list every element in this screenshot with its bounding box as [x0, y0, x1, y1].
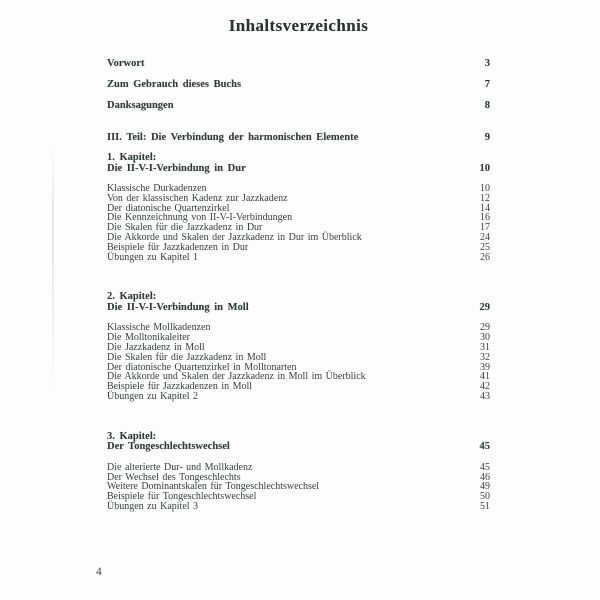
toc-entry-label: Vorwort	[107, 58, 145, 69]
toc-page-number: 10	[479, 162, 490, 174]
toc-page-number: 30	[480, 332, 490, 344]
toc-page-number: 25	[480, 241, 490, 253]
page-title: Inhaltsverzeichnis	[228, 16, 369, 35]
toc-page-number: 9	[484, 132, 490, 143]
toc-page-number: 3	[484, 58, 490, 69]
toc-page-number: 16	[480, 212, 490, 224]
toc-page-number: 24	[480, 231, 490, 243]
chapter-number: 2. Kapitel:	[107, 291, 157, 303]
toc-row	[107, 392, 490, 402]
toc-page-number: 43	[480, 390, 490, 402]
toc-entry-label: Klassische Mollkadenzen	[107, 322, 211, 334]
chapter-section	[107, 153, 490, 262]
toc-entry-label: Übungen zu Kapitel 3	[107, 500, 199, 512]
toc-entry-label: Beispiele für Tongeschlechtswechsel	[107, 491, 257, 503]
toc-page-number: 45	[479, 441, 490, 453]
toc-content	[107, 0, 490, 512]
toc-row	[107, 58, 490, 79]
chapter-items	[107, 463, 490, 512]
chapter-number: 3. Kapitel:	[107, 430, 157, 442]
toc-page-number: 29	[479, 301, 490, 313]
chapter-heading	[107, 432, 490, 453]
toc-entry-label: Danksagungen	[107, 100, 174, 111]
chapter-heading-lines	[107, 432, 230, 453]
chapter-items	[107, 184, 490, 262]
toc-page-number: 31	[480, 341, 490, 353]
chapter-title: Die II-V-I-Verbindung in Dur	[107, 162, 246, 174]
toc-part-row	[107, 132, 490, 146]
toc-entry-label: Der diatonische Quartenzirkel	[107, 202, 230, 214]
toc-page-number: 39	[480, 361, 490, 373]
toc-entry-label: Die Jazzkadenz in Moll	[107, 341, 205, 353]
toc-entry-label: Die Akkorde und Skalen der Jazzkadenz in Moll im Überblick	[107, 371, 366, 383]
toc-entry-label: Die Skalen für die Jazzkadenz in Dur	[107, 222, 263, 234]
toc-page-number: 49	[480, 481, 490, 493]
toc-page-number: 14	[480, 202, 490, 214]
chapter-heading-lines	[107, 153, 246, 174]
toc-entry-label: Der Wechsel des Tongeschlechts	[107, 471, 241, 483]
toc-row	[107, 502, 490, 512]
toc-page-number: 17	[480, 222, 490, 234]
toc-entry-label: Die Kennzeichnung von II-V-I-Verbindungen	[107, 212, 293, 224]
toc-entry-label: Zum Gebrauch dieses Buchs	[107, 79, 242, 90]
toc-entry-label: III. Teil: Die Verbindung der harmonischen Elemente	[107, 132, 359, 143]
chapter-section	[107, 432, 490, 512]
toc-entry-label: Die Akkorde und Skalen der Jazzkadenz in Dur im Überblick	[107, 231, 362, 243]
chapter-section	[107, 292, 490, 401]
toc-page-number: 45	[480, 461, 490, 473]
toc-page-number: 12	[480, 192, 490, 204]
chapter-title: Die II-V-I-Verbindung in Moll	[107, 301, 249, 313]
front-matter-list	[107, 58, 490, 121]
toc-row	[107, 79, 490, 100]
toc-entry-label: Beispiele für Jazzkadenzen in Dur	[107, 241, 249, 253]
toc-entry-label: Übungen zu Kapitel 1	[107, 251, 199, 263]
chapter-heading-lines	[107, 292, 249, 313]
toc-row	[107, 100, 490, 121]
toc-page-number: 26	[480, 251, 490, 263]
toc-entry-label: Übungen zu Kapitel 2	[107, 390, 199, 402]
toc-page-number: 51	[480, 500, 490, 512]
toc-row	[107, 253, 490, 263]
toc-entry-label: Die Molltonikaleiter	[107, 332, 190, 344]
toc-page-number: 7	[484, 79, 490, 90]
toc-entry-label: Der diatonische Quartenzirkel in Molltonarten	[107, 361, 297, 373]
toc-page-number: 10	[480, 183, 490, 194]
chapter-title: Der Tongeschlechtswechsel	[107, 441, 230, 453]
toc-entry-label: Beispiele für Jazzkadenzen in Moll	[107, 381, 253, 393]
toc-entry-label: Die alterierte Dur- und Mollkadenz	[107, 461, 253, 473]
toc-entry-label: Weitere Dominantskalen für Tongeschlechtswechsel	[107, 481, 320, 493]
toc-entry-label: Die Skalen für die Jazzkadenz in Moll	[107, 351, 267, 363]
toc-page-number: 8	[484, 100, 490, 111]
folio-page-number: 4	[96, 566, 102, 578]
chapter-heading	[107, 292, 490, 313]
chapter-heading	[107, 153, 490, 174]
toc-page-number: 29	[480, 322, 490, 334]
chapter-number: 1. Kapitel:	[107, 152, 157, 163]
toc-page-number: 42	[480, 381, 490, 393]
scan-edge-artifact	[52, 145, 54, 395]
toc-page-number: 41	[480, 371, 490, 383]
toc-page-number: 46	[480, 471, 490, 483]
toc-entry-label: Klassische Durkadenzen	[107, 183, 207, 194]
chapter-items	[107, 323, 490, 401]
toc-page-number: 50	[480, 491, 490, 503]
toc-entry-label: Von der klassischen Kadenz zur Jazzkadenz	[107, 192, 288, 204]
toc-page-number: 32	[480, 351, 490, 363]
